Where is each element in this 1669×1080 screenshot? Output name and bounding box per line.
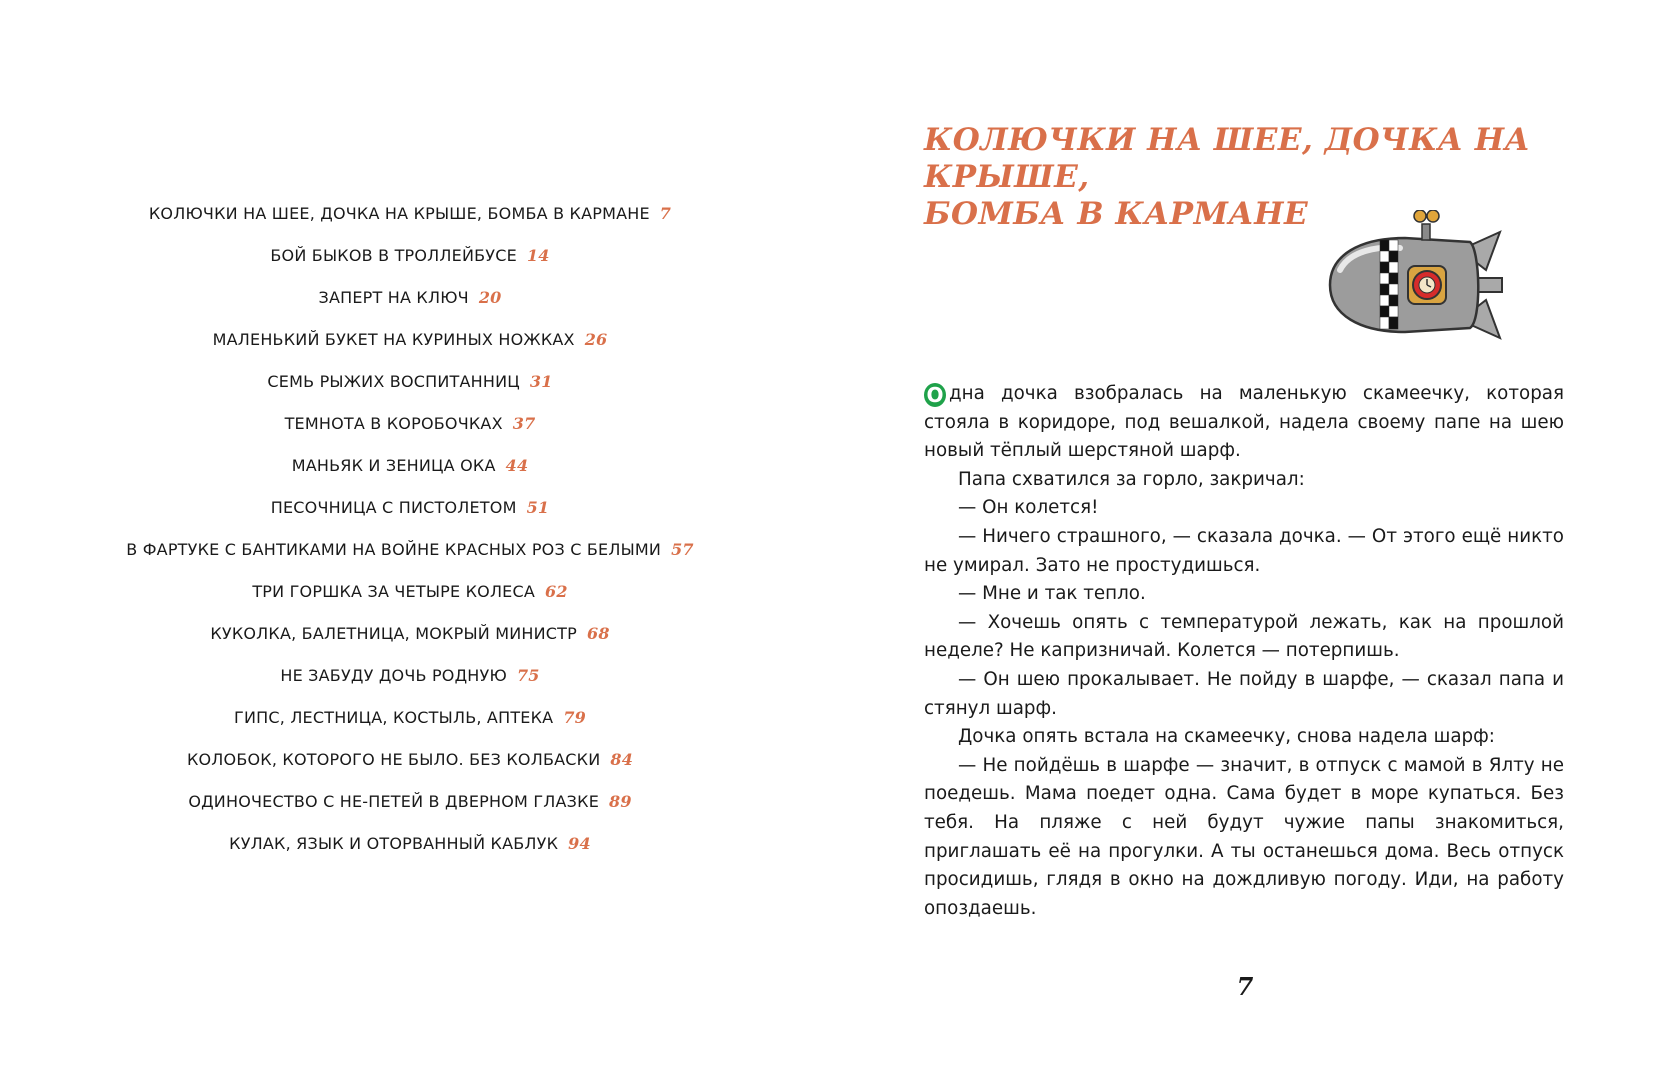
toc-item-page: 14: [526, 246, 550, 265]
chapter-body: [924, 380, 1564, 923]
toc-item[interactable]: [0, 403, 820, 445]
toc-item-page: 62: [545, 582, 568, 601]
toc-item-page: 84: [610, 750, 634, 769]
toc-item-title: МАЛЕНЬКИЙ БУКЕТ НА КУРИНЫХ НОЖКАХ: [212, 330, 575, 349]
toc-item-title: СЕМЬ РЫЖИХ ВОСПИТАННИЦ: [267, 372, 520, 391]
first-paragraph-text: дна дочка взобралась на маленькую скамеечку, которая стояла в коридоре, под вешалкой, надела своему папе на шею новый тёплый шерстяной шарф.: [924, 383, 1564, 462]
toc-item-page: 89: [609, 792, 632, 811]
drop-cap: О: [924, 383, 946, 407]
toc-item-page: 75: [516, 666, 540, 685]
toc-item-page: 51: [526, 498, 550, 517]
toc-item-page: 7: [659, 204, 672, 223]
toc-item-page: 94: [568, 834, 591, 853]
paragraph: Папа схватился за горло, закричал:: [958, 468, 1305, 490]
page-number: 7: [1236, 972, 1254, 1001]
toc-item[interactable]: [0, 235, 820, 277]
toc-item-page: 31: [529, 372, 553, 391]
paragraph: — Не пойдёшь в шарфе — значит, в отпуск с мамой в Ялту не поедешь. Мама поедет одна. Сама будет в море купаться. Без тебя. На пляже с ней будут чужие папы знакомиться, приглашать её на прогулки. А ты останешься дома. Весь отпуск просидишь, глядя в окно на дождливую погоду. Иди, на работу опоздаешь.: [924, 754, 1564, 919]
toc-item-title: ГИПС, ЛЕСТНИЦА, КОСТЫЛЬ, АПТЕКА: [234, 708, 554, 727]
toc-item[interactable]: [0, 823, 820, 865]
toc-item[interactable]: [0, 445, 820, 487]
toc-item-page: 68: [587, 624, 610, 643]
toc-item[interactable]: [0, 571, 820, 613]
toc-item-title: КОЛОБОК, КОТОРОГО НЕ БЫЛО. БЕЗ КОЛБАСКИ: [186, 750, 601, 769]
paragraph: — Он колется!: [958, 497, 1099, 519]
toc-item-title: КОЛЮЧКИ НА ШЕЕ, ДОЧКА НА КРЫШЕ, БОМБА В КАРМАНЕ: [148, 204, 650, 223]
chapter-title-line2: БОМБА В КАРМАНЕ: [924, 196, 1309, 232]
chapter-title-line1: КОЛЮЧКИ НА ШЕЕ, ДОЧКА НА КРЫШЕ,: [924, 122, 1531, 195]
toc-item-title: КУЛАК, ЯЗЫК И ОТОРВАННЫЙ КАБЛУК: [229, 834, 559, 853]
toc-item-title: НЕ ЗАБУДУ ДОЧЬ РОДНУЮ: [280, 666, 507, 685]
toc-item-title: ПЕСОЧНИЦА С ПИСТОЛЕТОМ: [270, 498, 517, 517]
paragraph: — Он шею прокалывает. Не пойду в шарфе, — сказал папа и стянул шарф.: [924, 668, 1564, 719]
toc-item-page: 57: [671, 540, 694, 559]
toc-item[interactable]: [0, 655, 820, 697]
toc-item-page: 26: [584, 330, 608, 349]
toc-item-title: КУКОЛКА, БАЛЕТНИЦА, МОКРЫЙ МИНИСТР: [210, 624, 578, 643]
toc-item[interactable]: [0, 613, 820, 655]
paragraph: — Ничего страшного, — сказала дочка. — От этого ещё никто не умирал. Зато не простудишься.: [924, 525, 1564, 576]
bomb-icon: [1310, 210, 1510, 360]
toc-item[interactable]: [0, 361, 820, 403]
toc-item-page: 44: [505, 456, 529, 475]
toc-item[interactable]: [0, 529, 820, 571]
paragraph: — Мне и так тепло.: [958, 583, 1146, 605]
toc-item-title: ЗАПЕРТ НА КЛЮЧ: [318, 288, 469, 307]
toc-item[interactable]: [0, 193, 820, 235]
toc-item[interactable]: [0, 697, 820, 739]
table-of-contents: [0, 193, 820, 865]
toc-item-title: В ФАРТУКЕ С БАНТИКАМИ НА ВОЙНЕ КРАСНЫХ РОЗ С БЕЛЫМИ: [126, 540, 662, 559]
toc-item-page: 37: [512, 414, 536, 433]
paragraph: Дочка опять встала на скамеечку, снова надела шарф:: [958, 726, 1495, 748]
toc-item-title: ТЕМНОТА В КОРОБОЧКАХ: [284, 414, 503, 433]
toc-item-title: ОДИНОЧЕСТВО С НЕ-ПЕТЕЙ В ДВЕРНОМ ГЛАЗКЕ: [188, 792, 600, 811]
paragraph: [924, 380, 1564, 466]
toc-item[interactable]: [0, 781, 820, 823]
toc-item[interactable]: [0, 319, 820, 361]
paragraph: — Хочешь опять с температурой лежать, как на прошлой неделе? Не капризничай. Колется — потерпишь.: [924, 611, 1564, 662]
toc-item-page: 20: [478, 288, 502, 307]
toc-item-title: МАНЬЯК И ЗЕНИЦА ОКА: [291, 456, 496, 475]
toc-item[interactable]: [0, 739, 820, 781]
toc-item-page: 79: [563, 708, 586, 727]
toc-item-title: БОЙ БЫКОВ В ТРОЛЛЕЙБУСЕ: [270, 246, 517, 265]
toc-item[interactable]: [0, 487, 820, 529]
toc-item[interactable]: [0, 277, 820, 319]
toc-item-title: ТРИ ГОРШКА ЗА ЧЕТЫРЕ КОЛЕСА: [252, 582, 536, 601]
